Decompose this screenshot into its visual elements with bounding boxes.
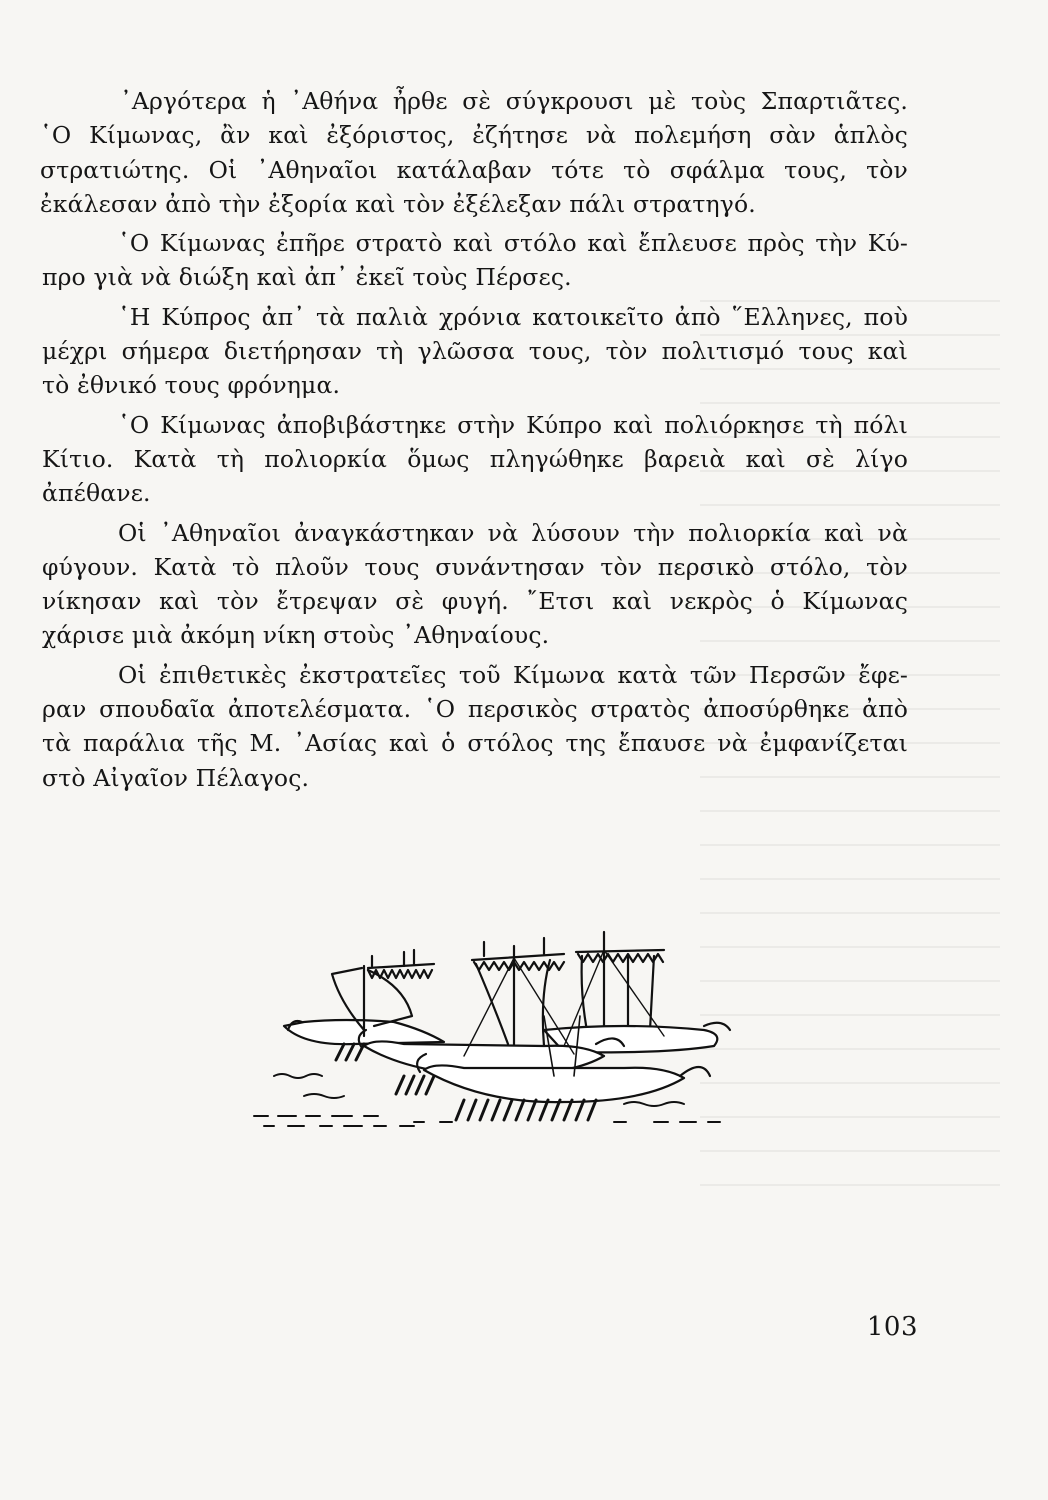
paragraph-6 — [42, 658, 908, 795]
text-line: χάρισε μιὰ ἀκόμη νίκη στοὺς ᾿Αθηναίους. — [42, 621, 550, 650]
text-line: στρατιώτης. Οἱ ᾿Αθηναῖοι κατάλαβαν τότε τὸ σφάλμα τους, τὸν — [40, 155, 908, 184]
paragraph-5 — [42, 516, 908, 653]
text-line: ἐκάλεσαν ἀπὸ τὴν ἐξορία καὶ τὸν ἐξέλεξαν πάλι στρατηγό. — [40, 189, 756, 218]
text-line: τὸ ἐθνικό τους φρόνημα. — [42, 371, 341, 400]
paragraph-4 — [42, 408, 908, 511]
text-line: φύγουν. Κατὰ τὸ πλοῦν τους συνάντησαν τὸν περσικὸ στόλο, τὸν — [42, 552, 908, 581]
text-line: ῾Ο Κίμωνας ἐπῆρε στρατὸ καὶ στόλο καὶ ἔπλευσε πρὸς τὴν Κύ- — [118, 229, 908, 258]
text-line: Οἱ ᾿Αθηναῖοι ἀναγκάστηκαν νὰ λύσουν τὴν πολιορκία καὶ νὰ — [118, 518, 908, 547]
body-text — [40, 84, 908, 800]
text-line: ραν σπουδαῖα ἀποτελέσματα. ῾Ο περσικὸς στρατὸς ἀποσύρθηκε ἀπὸ — [42, 695, 908, 724]
paragraph-1 — [40, 84, 908, 221]
text-line: προ γιὰ νὰ διώξη καὶ ἀπ᾿ ἐκεῖ τοὺς Πέρσες. — [42, 263, 572, 292]
paragraph-2 — [42, 226, 908, 295]
text-line: ἀπέθανε. — [42, 479, 151, 508]
text-line: νίκησαν καὶ τὸν ἔτρεψαν σὲ φυγή. ῎Ετσι καὶ νεκρὸς ὁ Κίμωνας — [42, 587, 908, 616]
text-line: Κίτιο. Κατὰ τὴ πολιορκία ὅμως πληγώθηκε βαρειὰ καὶ σὲ λίγο — [42, 444, 908, 473]
text-line: ᾿Αργότερα ἡ ᾿Αθήνα ἦρθε σὲ σύγκρουσι μὲ τοὺς Σπαρτιᾶτες. — [120, 87, 908, 115]
text-line: ῾Ο Κίμωνας ἀποβιβάστηκε στὴν Κύπρο καὶ πολιόρκησε τὴ πόλι — [118, 410, 908, 439]
page-number: 103 — [866, 1312, 918, 1342]
text-line: στὸ Αἰγαῖον Πέλαγος. — [42, 763, 310, 792]
text-line: ῾Η Κύπρος ἀπ᾿ τὰ παλιὰ χρόνια κατοικεῖτο ἀπὸ ῞Ελληνες, ποὺ — [118, 302, 908, 331]
text-line: μέχρι σήμερα διετήρησαν τὴ γλῶσσα τους, τὸν πολιτισμό τους καὶ — [42, 337, 908, 366]
text-line: ῾Ο Κίμωνας, ἂν καὶ ἐξόριστος, ἐζήτησε νὰ πολεμήση σὰν ἁπλὸς — [40, 121, 908, 150]
text-line: τὰ παράλια τῆς Μ. ᾿Ασίας καὶ ὁ στόλος της ἔπαυσε νὰ ἐμφανίζεται — [42, 729, 908, 758]
text-line: Οἱ ἐπιθετικὲς ἐκστρατεῖες τοῦ Κίμωνα κατὰ τῶν Περσῶν ἔφε- — [118, 660, 908, 689]
paragraph-3 — [42, 300, 908, 403]
ancient-ships-illustration-icon — [244, 926, 740, 1136]
